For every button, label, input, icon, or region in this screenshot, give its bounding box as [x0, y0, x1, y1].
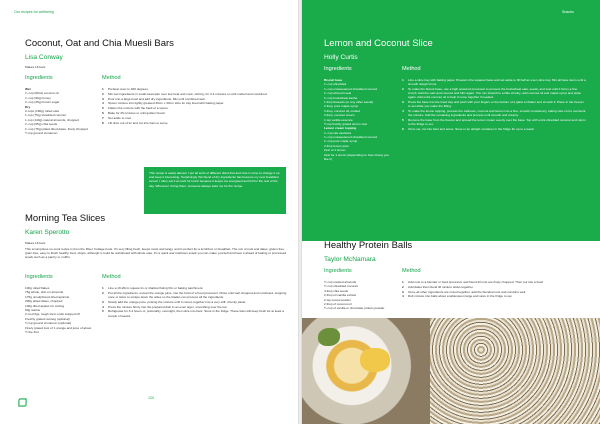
step-text: Set aside to cool. [108, 115, 132, 120]
step-text: Line a 19-20cm square tin or shallow fluting film or baking parchment. [108, 286, 204, 290]
ingredient-item: ¾ cup unsweetened shredded coconut [324, 135, 378, 140]
method-step [402, 78, 587, 86]
ingredient-item: ½ tsp freshly grated lemon zest [324, 121, 367, 126]
ingredient-subheading: Dry [25, 104, 31, 109]
ingredient-item: ¼ cup pure maple syrup [324, 139, 358, 144]
ingredient-item: ¼ cup (90g) honey [25, 95, 51, 100]
ingredient-item: ¼ cup (75g) pitted dried dates, finely chopped [25, 126, 88, 131]
method-steps [402, 280, 587, 299]
step-number: 4 [102, 101, 104, 106]
method-step [402, 127, 587, 131]
step-number: 2 [102, 290, 104, 295]
ingredient-item: 1 cup (140g) natural almonds, chopped [25, 117, 79, 122]
method-step [102, 305, 287, 309]
ingredient-item: ½ cup roasted almonds [324, 280, 357, 284]
food-photo-bowl [300, 318, 430, 424]
step-text: Press the mixture firmly into the prepared dish in an even layer, smoothing over the top. [108, 304, 228, 309]
ingredient-item: 175g unsulphured dried apricots [25, 294, 70, 299]
step-text: Line a slice tray with baking paper. Prewarm the squared base and set aside to fill half an even slice tray. Mix all base items until a smooth dough forms. [408, 78, 586, 87]
step-number: 5 [102, 309, 104, 314]
method-heading: Method [102, 274, 121, 280]
page-gutter [298, 0, 302, 424]
step-text: Once all other ingredients are mixed together, add the blended nuts and combine well. [408, 289, 526, 294]
method-step [402, 285, 587, 289]
step-text: Remove the base from the freezer and spread the lemon cream evenly over the base. Top with extra shredded coconut and return to the fridge to set. [408, 118, 586, 127]
step-number: 3 [102, 96, 104, 101]
ingredient-item: 2 tbsp of coconut oil [324, 301, 352, 306]
ingredient-item: ¼ cup (65g) chia seeds [25, 122, 58, 127]
herb-garnish-icon [318, 328, 340, 346]
ingredient-item: 2 med figs, tough stem ends snipped off [25, 312, 80, 317]
recipe-yield: Makes 16 bars [25, 241, 46, 245]
method-step [102, 291, 287, 299]
ingredient-item: 2 cups (180g) rolled oats [25, 108, 60, 113]
ingredient-subheading: Wet [25, 87, 31, 91]
egg-yolk-icon [360, 348, 390, 372]
ingredient-subheading: Lemon cream topping [324, 126, 357, 131]
ingredient-item: 1 cup (75g) shredded coconut [25, 113, 67, 118]
step-text: Spoon mixture into lightly greased 20cm x 30cm slice tin tray lined with baking paper. [108, 101, 225, 106]
ingredient-item: 60g raisins [25, 307, 40, 312]
step-number: 1 [102, 87, 104, 91]
step-text: Add dates then blend till mixture sticks together. [408, 284, 474, 289]
step-number: 4 [402, 294, 404, 299]
recipe-author: Taylor McNamara [324, 256, 376, 263]
method-step [102, 111, 287, 115]
method-step [402, 294, 587, 298]
step-number: 5 [102, 106, 104, 111]
method-step [102, 106, 287, 110]
ingredient-item: ¼ cup almond meal [324, 91, 351, 96]
step-number: 6 [402, 127, 404, 132]
method-steps [402, 78, 587, 132]
step-text: Lift slice out of tin and cut into bars to serve. [108, 120, 169, 125]
method-heading: Method [402, 66, 421, 72]
ingredient-item: 100g dried apples for cutting [25, 303, 65, 308]
method-step [102, 286, 287, 290]
step-text: Refrigerate for 3-4 hours or, preferably, overnight, then slice into bars. Store in the fridge. These bars will keep fresh for at least a couple of weeks. [108, 309, 284, 318]
method-step [102, 121, 287, 125]
method-steps [102, 87, 287, 125]
method-step [102, 97, 287, 101]
method-step [402, 87, 587, 100]
method-steps [102, 286, 287, 318]
ingredients-list [25, 87, 95, 135]
step-text: Add nuts to a blender or food processor and blend till nuts are finely chopped. Then put into a bowl. [408, 280, 544, 284]
ingredients-list [324, 280, 394, 311]
step-text: Put all the ingredients, except the orange juice, into the bowl of a food processor. Pulse until well chopped and combined, stopping once or twice to scrape down the sides so the blades can process all the ingredients. [108, 290, 287, 299]
ingredient-item: 100g rolled flakes [25, 286, 50, 290]
right-page [300, 0, 600, 424]
recipe-author: Holly Curtis [324, 54, 358, 61]
step-number: 6 [102, 110, 104, 115]
method-step [402, 280, 587, 284]
method-step [102, 92, 287, 96]
ingredient-item: 1 tbsp linseeds (or any other seeds) [324, 99, 374, 104]
ingredients-list [324, 78, 392, 161]
ingredient-item: Freshly grated nutmeg (optional) [25, 316, 70, 321]
recipe-yield: Makes 16 bars [25, 65, 46, 69]
recipe-title: Lemon and Coconut Slice [324, 38, 433, 49]
step-number: 1 [102, 286, 104, 290]
step-number: 2 [402, 87, 404, 91]
ingredient-item: 75g whole, skin on almonds [25, 290, 64, 295]
step-text: To make the biscuit base, use a high powered processor to process the buckwheat oats, seeds, and zest until it forms a fine crumb. Add the oats and coconut and blitz again. The mix should be a little chunky; add coconut oil and maple syrup and pulse again. Add extra coconut oil to help it come together if needed. [408, 87, 582, 100]
ingredient-item: ¼ cup buckwheat kasha [324, 95, 358, 100]
method-step [102, 101, 287, 105]
step-number: 4 [102, 304, 104, 309]
ingredient-item: ¼ cup (60ml) coconut oil [25, 91, 59, 96]
ingredient-item: 2 tbsp lemon juice [324, 143, 349, 148]
leaf-logo-icon [18, 394, 27, 403]
ingredient-item: ½ cup of vanilla or chocolate protein powder [324, 306, 385, 311]
ingredient-item: Finely grated zest of 1 orange and juice of about ½ the fruit [25, 325, 92, 334]
step-text: Flatten the mixture with the back of a spoon. [108, 106, 169, 111]
ingredient-item: 1 tsp vanilla essence [324, 117, 353, 122]
ingredient-item: ¾ cup raw cashews [324, 130, 352, 135]
method-step [402, 118, 587, 126]
step-text: Roll mixture into balls about a tablespoon large and store in the fridge to set. [408, 294, 513, 299]
method-step [402, 100, 587, 108]
step-text: Slowly add the orange juice, pulsing the mixture until it comes together into a very stiff, chunky paste. [108, 299, 247, 304]
ingredient-item: 2 tsp cocoa powder [324, 297, 351, 302]
ingredient-item: ½ tsp ground cinnamon (optional) [25, 321, 72, 326]
step-number: 3 [402, 289, 404, 294]
ingredient-item: Zest for 1 lemon (depending on how strong you like it) [324, 152, 389, 161]
ingredients-heading: Ingredients [324, 268, 352, 274]
ingredient-item: 2 tbsp, pure maple syrup [324, 104, 359, 109]
step-number: 2 [402, 284, 404, 289]
recipe-intro: This scrumptious no-cook recipe is from the River Cottage book. It's very filling fresh, keeps moist and tangy, and is perfect for a lunchbox or breakfast. The mix of nuts and dates, gluten free, grain-free, easy to finish healthy food, shops, although it could be substituted with whole oats. It's a quick and nutritious snack you can make yourself and have it ahead of baking or processed snack such as a pantry or muffin. [25, 247, 287, 260]
food-photo-seeds [430, 318, 600, 424]
recipe-title: Morning Tea Slices [25, 213, 106, 224]
step-text: Preheat oven to 180 degrees. [108, 87, 149, 91]
step-number: 2 [102, 91, 104, 96]
ingredient-item: 3 tbsp, coconut oil, melted [324, 108, 360, 113]
page-number: 120 [148, 396, 154, 400]
ingredient-item: ¾ cup unsweetened shredded coconut [324, 86, 378, 91]
step-number: 3 [102, 299, 104, 304]
recipe-title: Healthy Protein Balls [324, 240, 413, 251]
step-text: Once set, cut into bars and serve. Store in an airtight container in the fridge for up to a week. [408, 127, 535, 132]
method-heading: Method [102, 75, 121, 81]
recipe-author: Lisa Conway [25, 54, 63, 61]
step-text: Mix wet ingredients in small saucepan over low heat and cook, stirring, for 3-4 minutes or until melted and combined. [108, 91, 268, 96]
ingredient-item: 3 tbsp, coconut cream [324, 113, 355, 118]
method-step [102, 116, 287, 120]
step-text: Pour into a large bowl and add dry ingredients. Mix until combined well. [108, 96, 206, 101]
step-number: 7 [102, 115, 104, 120]
step-number: 1 [402, 280, 404, 284]
step-number: 8 [102, 120, 104, 125]
method-step [402, 290, 587, 294]
ingredient-item: 4 tbsp chia seeds [324, 288, 349, 293]
ingredient-item: ¼ cup (45g) brown sugar [25, 100, 60, 105]
step-text: Bake for 25 minutes or until golden brown. [108, 110, 166, 115]
ingredient-item: 2 tbsp oil vanilla extract [324, 293, 357, 298]
method-step [102, 300, 287, 304]
ingredient-item: ½ cup shredded coconut [324, 284, 358, 289]
running-head-right: Snacks [562, 10, 574, 14]
step-number: 4 [402, 109, 404, 114]
step-number: 3 [402, 100, 404, 105]
method-step [402, 109, 587, 117]
step-text: Press the base into the lined tray and push with your fingers or the bottom of a glass to flatten and smooth it. Place in the freezer to set while you make the filling. [408, 100, 584, 109]
recipe-note-box [144, 167, 286, 214]
step-number: 5 [402, 118, 404, 123]
running-head-left: Our recipes for wellbeing [14, 10, 54, 14]
ingredient-item: Zest of 1 lemon [324, 148, 346, 153]
step-text: To make the lemon topping, process the cashews, coconut and lemon into a fine, smooth consistency, taking care not to overwork the mixture. Add the remaining ingredients and process until smooth and creamy. [408, 109, 586, 118]
ingredient-item: ½ tsp ground cinnamon [25, 130, 58, 135]
method-step [102, 87, 287, 91]
method-heading: Method [402, 268, 421, 274]
ingredients-heading: Ingredients [25, 75, 53, 81]
ingredients-heading: Ingredients [324, 66, 352, 72]
recipe-author: Karen Sperotto [25, 229, 70, 236]
ingredients-list [25, 286, 93, 334]
recipe-title: Coconut, Oat and Chia Muesli Bars [25, 38, 174, 49]
ingredient-item: 200g pitted dates, chopped [25, 299, 63, 304]
method-step [102, 309, 287, 317]
recipe-note-text: This recipe is easily altered. I put all sorts of different dried fruit and nuts in mine to change it up and keep it interesting. Surprisingly this blend of dry ingredients has become my new breakfast cereal. I often eat it at work for lunch because it keeps me energised and full for the rest of the day. Wherever I bring them, someone always asks me for the recipe. [149, 171, 280, 188]
ingredient-subheading: Biscuit base [324, 78, 343, 82]
ingredients-heading: Ingredients [25, 274, 53, 280]
ingredient-item: ¾ cup shredded [324, 82, 347, 87]
step-number: 1 [402, 78, 404, 82]
